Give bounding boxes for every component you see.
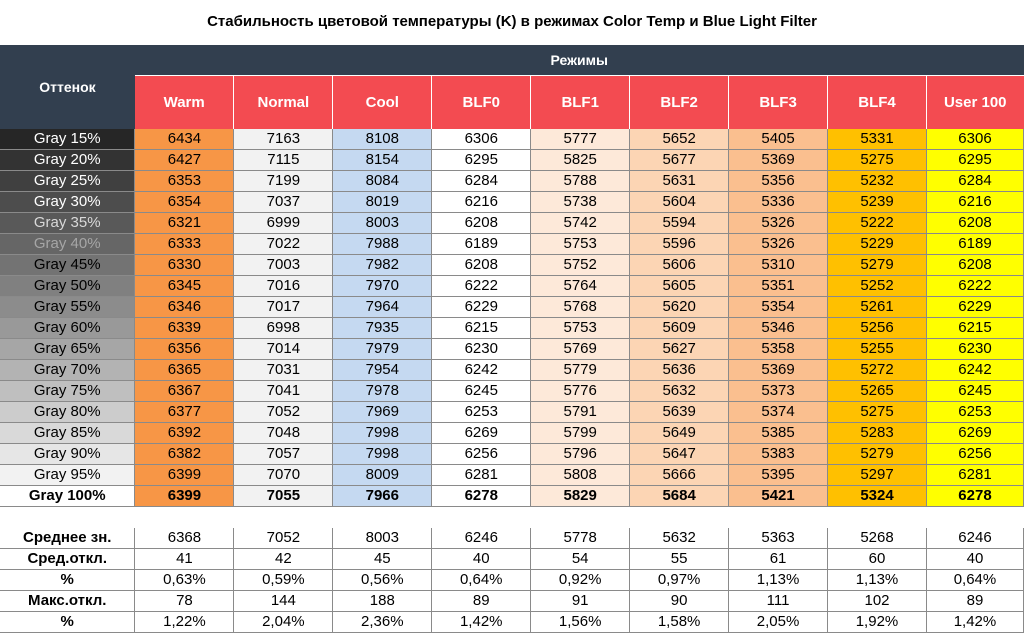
mode-header-normal: Normal [234,75,333,129]
value-cell: 6434 [135,129,234,150]
value-cell: 5358 [729,339,828,360]
value-cell: 6269 [926,423,1023,444]
value-cell: 7964 [333,297,432,318]
value-cell: 6208 [926,255,1023,276]
stats-cell: 2,05% [729,612,828,633]
value-cell: 5275 [828,402,927,423]
value-cell: 7998 [333,423,432,444]
stats-label: Среднее зн. [0,528,135,549]
stats-cell: 6246 [926,528,1023,549]
stats-cell: 89 [432,591,531,612]
value-cell: 5631 [630,171,729,192]
value-cell: 6321 [135,213,234,234]
shade-label: Gray 80% [0,402,135,423]
value-cell: 6306 [926,129,1023,150]
value-cell: 8003 [333,213,432,234]
stats-cell: 5778 [531,528,630,549]
value-cell: 6269 [432,423,531,444]
value-cell: 5255 [828,339,927,360]
table-row [0,465,1024,486]
stats-cell: 6368 [135,528,234,549]
value-cell: 5764 [531,276,630,297]
shade-label: Gray 95% [0,465,135,486]
value-cell: 5752 [531,255,630,276]
stats-cell: 1,42% [432,612,531,633]
stats-cell: 42 [234,549,333,570]
stats-cell: 5363 [729,528,828,549]
value-cell: 6392 [135,423,234,444]
value-cell: 6367 [135,381,234,402]
value-cell: 5753 [531,234,630,255]
value-cell: 6281 [432,465,531,486]
value-cell: 6427 [135,150,234,171]
value-cell: 5666 [630,465,729,486]
value-cell: 5604 [630,192,729,213]
table-row [0,234,1024,255]
value-cell: 7037 [234,192,333,213]
value-cell: 6346 [135,297,234,318]
value-cell: 7978 [333,381,432,402]
value-cell: 7070 [234,465,333,486]
value-cell: 6345 [135,276,234,297]
value-cell: 6230 [926,339,1023,360]
value-cell: 5632 [630,381,729,402]
color-temperature-table [0,45,1024,633]
value-cell: 8084 [333,171,432,192]
table-row [0,171,1024,192]
value-cell: 5753 [531,318,630,339]
shade-label: Gray 85% [0,423,135,444]
table-row [0,318,1024,339]
value-cell: 5636 [630,360,729,381]
value-cell: 8019 [333,192,432,213]
value-cell: 5297 [828,465,927,486]
stats-cell: 40 [432,549,531,570]
value-cell: 5405 [729,129,828,150]
value-cell: 6998 [234,318,333,339]
stats-cell: 144 [234,591,333,612]
value-cell: 8009 [333,465,432,486]
value-cell: 5738 [531,192,630,213]
shade-label: Gray 45% [0,255,135,276]
shade-label: Gray 70% [0,360,135,381]
stats-cell: 1,22% [135,612,234,633]
mode-header-blf3: BLF3 [729,75,828,129]
stats-cell: 91 [531,591,630,612]
mode-header-blf1: BLF1 [531,75,630,129]
stats-cell: 40 [926,549,1023,570]
value-cell: 7052 [234,402,333,423]
value-cell: 6356 [135,339,234,360]
shade-header: Оттенок [0,45,135,129]
value-cell: 6281 [926,465,1023,486]
value-cell: 5609 [630,318,729,339]
value-cell: 7022 [234,234,333,255]
value-cell: 5261 [828,297,927,318]
value-cell: 7935 [333,318,432,339]
value-cell: 6999 [234,213,333,234]
mode-header-blf0: BLF0 [432,75,531,129]
stats-label: Сред.откл. [0,549,135,570]
value-cell: 5421 [729,486,828,507]
value-cell: 5796 [531,444,630,465]
value-cell: 5232 [828,171,927,192]
value-cell: 7982 [333,255,432,276]
stats-cell: 90 [630,591,729,612]
shade-label: Gray 90% [0,444,135,465]
value-cell: 5283 [828,423,927,444]
value-cell: 7016 [234,276,333,297]
value-cell: 6330 [135,255,234,276]
shade-label: Gray 30% [0,192,135,213]
value-cell: 5825 [531,150,630,171]
value-cell: 6208 [432,255,531,276]
mode-header-blf2: BLF2 [630,75,729,129]
stats-cell: 89 [926,591,1023,612]
value-cell: 6256 [432,444,531,465]
value-cell: 7041 [234,381,333,402]
value-cell: 5369 [729,360,828,381]
stats-cell: 1,42% [926,612,1023,633]
value-cell: 7003 [234,255,333,276]
value-cell: 6399 [135,486,234,507]
value-cell: 5639 [630,402,729,423]
value-cell: 7954 [333,360,432,381]
table-row [0,423,1024,444]
value-cell: 6222 [432,276,531,297]
spacer-row [0,507,1024,529]
value-cell: 6245 [432,381,531,402]
stats-row [0,528,1024,549]
value-cell: 5252 [828,276,927,297]
value-cell: 7031 [234,360,333,381]
value-cell: 5808 [531,465,630,486]
value-cell: 5684 [630,486,729,507]
shade-label: Gray 40% [0,234,135,255]
stats-cell: 0,92% [531,570,630,591]
value-cell: 7199 [234,171,333,192]
value-cell: 5256 [828,318,927,339]
value-cell: 6230 [432,339,531,360]
value-cell: 6242 [926,360,1023,381]
stats-cell: 1,58% [630,612,729,633]
stats-cell: 2,04% [234,612,333,633]
table-row [0,402,1024,423]
value-cell: 7014 [234,339,333,360]
value-cell: 6278 [926,486,1023,507]
value-cell: 8108 [333,129,432,150]
value-cell: 6278 [432,486,531,507]
value-cell: 6256 [926,444,1023,465]
value-cell: 5596 [630,234,729,255]
value-cell: 6353 [135,171,234,192]
value-cell: 5279 [828,255,927,276]
table-row [0,255,1024,276]
mode-header-warm: Warm [135,75,234,129]
value-cell: 7163 [234,129,333,150]
value-cell: 5374 [729,402,828,423]
value-cell: 6215 [432,318,531,339]
value-cell: 5385 [729,423,828,444]
value-cell: 5606 [630,255,729,276]
value-cell: 6284 [926,171,1023,192]
value-cell: 6216 [432,192,531,213]
value-cell: 5788 [531,171,630,192]
stats-cell: 1,56% [531,612,630,633]
shade-label: Gray 60% [0,318,135,339]
value-cell: 7017 [234,297,333,318]
value-cell: 5331 [828,129,927,150]
value-cell: 6229 [432,297,531,318]
value-cell: 7055 [234,486,333,507]
value-cell: 7970 [333,276,432,297]
value-cell: 5326 [729,234,828,255]
value-cell: 5742 [531,213,630,234]
value-cell: 6245 [926,381,1023,402]
value-cell: 5776 [531,381,630,402]
stats-cell: 6246 [432,528,531,549]
shade-label: Gray 50% [0,276,135,297]
shade-label: Gray 25% [0,171,135,192]
value-cell: 5627 [630,339,729,360]
value-cell: 5275 [828,150,927,171]
stats-cell: 5632 [630,528,729,549]
table-row [0,276,1024,297]
value-cell: 6382 [135,444,234,465]
stats-label: % [0,570,135,591]
stats-cell: 8003 [333,528,432,549]
value-cell: 5791 [531,402,630,423]
shade-label: Gray 20% [0,150,135,171]
stats-row [0,612,1024,633]
table-row [0,129,1024,150]
stats-cell: 5268 [828,528,927,549]
value-cell: 5373 [729,381,828,402]
value-cell: 5829 [531,486,630,507]
table-row [0,360,1024,381]
mode-header-blf4: BLF4 [828,75,927,129]
value-cell: 5239 [828,192,927,213]
value-cell: 5779 [531,360,630,381]
value-cell: 6242 [432,360,531,381]
value-cell: 7979 [333,339,432,360]
shade-label: Gray 100% [0,486,135,507]
stats-cell: 78 [135,591,234,612]
table-row [0,486,1024,507]
stats-cell: 1,92% [828,612,927,633]
value-cell: 6189 [432,234,531,255]
value-cell: 5346 [729,318,828,339]
value-cell: 5324 [828,486,927,507]
shade-label: Gray 55% [0,297,135,318]
table-row [0,444,1024,465]
shade-label: Gray 15% [0,129,135,150]
stats-cell: 41 [135,549,234,570]
stats-cell: 188 [333,591,432,612]
table-title: Стабильность цветовой температуры (K) в режимах Color Temp и Blue Light Filter [207,13,817,30]
stats-cell: 1,13% [828,570,927,591]
value-cell: 5222 [828,213,927,234]
value-cell: 6229 [926,297,1023,318]
value-cell: 5265 [828,381,927,402]
stats-row [0,570,1024,591]
value-cell: 7048 [234,423,333,444]
value-cell: 6253 [432,402,531,423]
mode-header-cool: Cool [333,75,432,129]
value-cell: 5326 [729,213,828,234]
value-cell: 5383 [729,444,828,465]
value-cell: 6208 [926,213,1023,234]
stats-cell: 0,56% [333,570,432,591]
table-row [0,150,1024,171]
table-row [0,381,1024,402]
value-cell: 6377 [135,402,234,423]
value-cell: 5768 [531,297,630,318]
value-cell: 5649 [630,423,729,444]
stats-cell: 111 [729,591,828,612]
stats-cell: 61 [729,549,828,570]
value-cell: 5395 [729,465,828,486]
value-cell: 7988 [333,234,432,255]
value-cell: 6208 [432,213,531,234]
table-row [0,297,1024,318]
value-cell: 6354 [135,192,234,213]
value-cell: 6306 [432,129,531,150]
table-row [0,339,1024,360]
value-cell: 5356 [729,171,828,192]
stats-cell: 45 [333,549,432,570]
value-cell: 8154 [333,150,432,171]
shade-label: Gray 65% [0,339,135,360]
stats-cell: 60 [828,549,927,570]
value-cell: 6216 [926,192,1023,213]
value-cell: 6222 [926,276,1023,297]
value-cell: 5354 [729,297,828,318]
stats-cell: 54 [531,549,630,570]
value-cell: 5272 [828,360,927,381]
value-cell: 5351 [729,276,828,297]
shade-label: Gray 75% [0,381,135,402]
value-cell: 6215 [926,318,1023,339]
value-cell: 5652 [630,129,729,150]
value-cell: 6295 [432,150,531,171]
stats-cell: 0,59% [234,570,333,591]
value-cell: 6253 [926,402,1023,423]
value-cell: 6399 [135,465,234,486]
value-cell: 5799 [531,423,630,444]
stats-cell: 2,36% [333,612,432,633]
value-cell: 5336 [729,192,828,213]
value-cell: 7966 [333,486,432,507]
value-cell: 6365 [135,360,234,381]
value-cell: 5605 [630,276,729,297]
value-cell: 5369 [729,150,828,171]
stats-cell: 0,64% [926,570,1023,591]
value-cell: 7969 [333,402,432,423]
value-cell: 6189 [926,234,1023,255]
modes-header: Режимы [135,45,1024,75]
value-cell: 6333 [135,234,234,255]
value-cell: 5647 [630,444,729,465]
stats-cell: 0,63% [135,570,234,591]
value-cell: 5279 [828,444,927,465]
value-cell: 7057 [234,444,333,465]
value-cell: 5310 [729,255,828,276]
value-cell: 5594 [630,213,729,234]
value-cell: 7998 [333,444,432,465]
stats-row [0,591,1024,612]
value-cell: 5229 [828,234,927,255]
value-cell: 5769 [531,339,630,360]
value-cell: 5777 [531,129,630,150]
value-cell: 6295 [926,150,1023,171]
stats-cell: 102 [828,591,927,612]
shade-label: Gray 35% [0,213,135,234]
value-cell: 5677 [630,150,729,171]
table-row [0,192,1024,213]
stats-row [0,549,1024,570]
value-cell: 5620 [630,297,729,318]
value-cell: 7115 [234,150,333,171]
stats-cell: 55 [630,549,729,570]
value-cell: 6339 [135,318,234,339]
stats-cell: 1,13% [729,570,828,591]
stats-label: % [0,612,135,633]
table-row [0,213,1024,234]
mode-header-user-100: User 100 [926,75,1023,129]
value-cell: 6284 [432,171,531,192]
stats-label: Макс.откл. [0,591,135,612]
stats-cell: 0,97% [630,570,729,591]
stats-cell: 7052 [234,528,333,549]
stats-cell: 0,64% [432,570,531,591]
